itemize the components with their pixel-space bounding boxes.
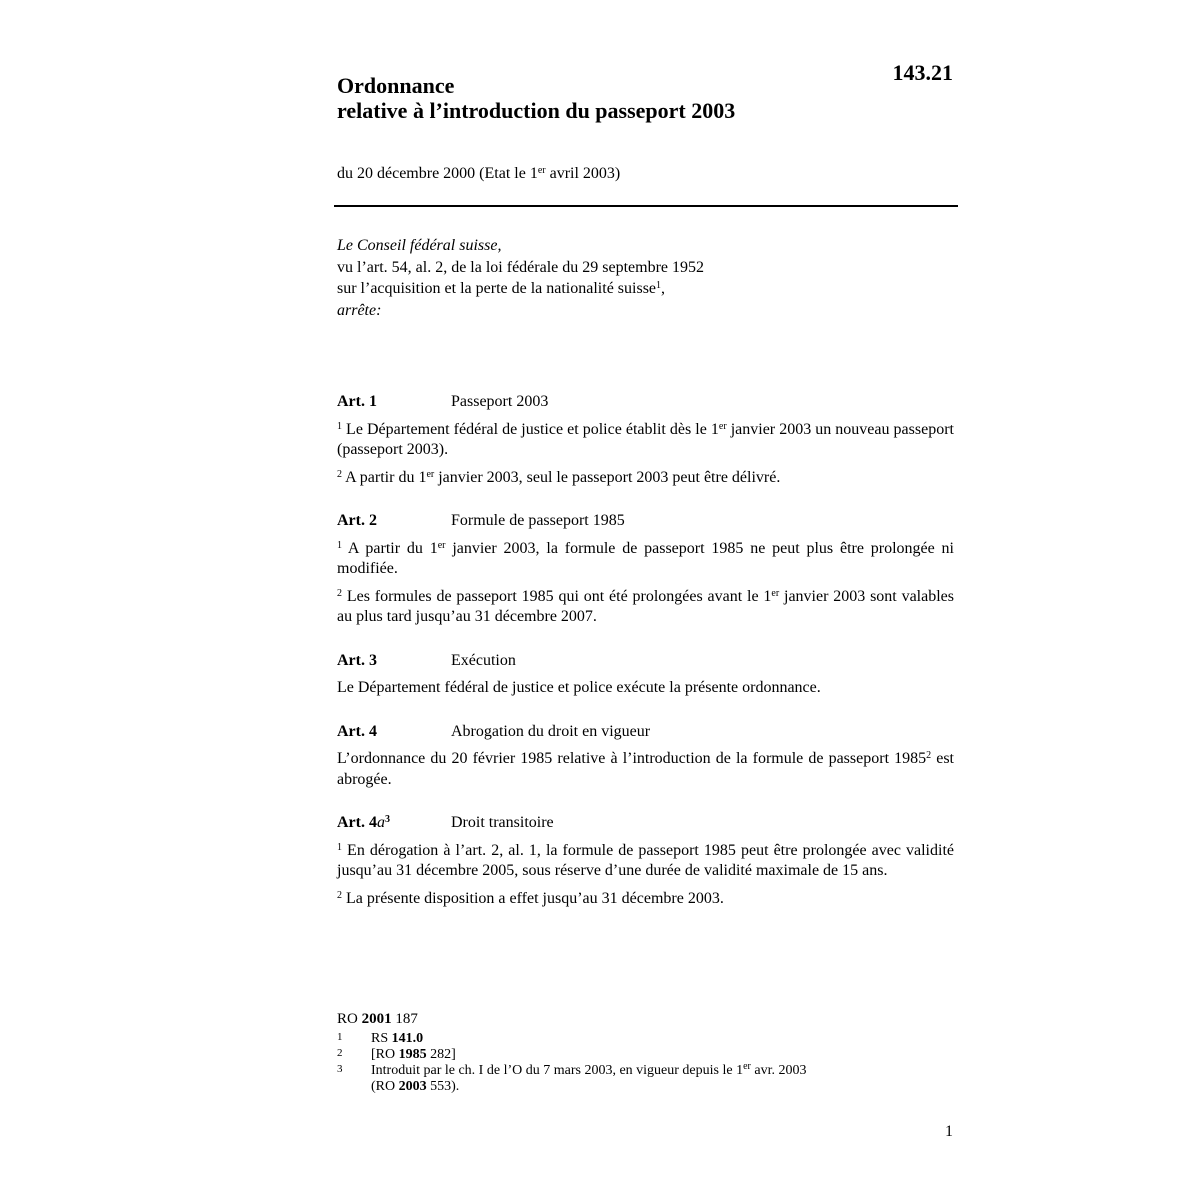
preamble-authority: Le Conseil fédéral suisse, bbox=[337, 237, 502, 254]
title-line-2: relative à l’introduction du passeport 2003 bbox=[337, 98, 736, 123]
official-collection-ref: RO 2001 187 bbox=[337, 1011, 418, 1027]
title-line-1: Ordonnance bbox=[337, 73, 455, 98]
page-number: 1 bbox=[945, 1123, 953, 1140]
document-page bbox=[337, 0, 957, 1200]
footnotes bbox=[337, 1011, 954, 1095]
document-title bbox=[337, 73, 735, 123]
article-heading bbox=[337, 511, 954, 532]
article-4a bbox=[337, 813, 954, 909]
article-paragraph: $^1$ A partir du 1er janvier 2003, la formule de passeport 1985 ne peut plus être prolongée ni modifiée. bbox=[337, 539, 955, 577]
footnote-1 bbox=[337, 1031, 954, 1047]
footnote-ref: 3 bbox=[384, 814, 390, 825]
header-divider bbox=[334, 205, 958, 207]
article-number: Art. 1 bbox=[337, 393, 377, 410]
article-paragraph: L’ordonnance du 20 février 1985 relative à l’introduction de la formule de passeport 1985$^2$ est abrogée. bbox=[337, 750, 955, 788]
articles bbox=[337, 392, 954, 932]
article-heading bbox=[337, 651, 954, 672]
date-line: du 20 décembre 2000 (Etat le 1er avril 2003) bbox=[337, 165, 621, 182]
preamble bbox=[337, 235, 704, 321]
article-1 bbox=[337, 392, 954, 488]
article-4 bbox=[337, 722, 954, 791]
footnote-ref: 2 bbox=[926, 750, 932, 761]
systematic-number: 143.21 bbox=[892, 60, 953, 85]
article-heading bbox=[337, 813, 954, 834]
footnote-text: RS 141.0 bbox=[371, 1031, 424, 1046]
article-title: Abrogation du droit en vigueur bbox=[451, 722, 651, 740]
footnote-number: 1 bbox=[337, 1031, 343, 1043]
article-title: Exécution bbox=[451, 651, 516, 669]
footnote-text: [RO 1985 282] bbox=[371, 1047, 456, 1062]
article-heading bbox=[337, 392, 954, 413]
article-title: Passeport 2003 bbox=[451, 393, 549, 410]
article-number: Art. 4 bbox=[337, 722, 377, 740]
article-heading bbox=[337, 722, 954, 743]
article-paragraph: $^1$ Le Département fédéral de justice et police établit dès le 1er janvier 2003 un nouveau passeport (passeport 2003). bbox=[337, 420, 954, 458]
footnote-3 bbox=[337, 1063, 954, 1095]
article-paragraph: $^2$ La présente disposition a effet jusqu’au 31 décembre 2003. bbox=[337, 889, 724, 907]
footnote-number: 2 bbox=[337, 1047, 343, 1059]
article-paragraph: Le Département fédéral de justice et police exécute la présente ordonnance. bbox=[337, 679, 821, 696]
article-number: Art. 2 bbox=[337, 512, 377, 529]
article-paragraph: $^2$ Les formules de passeport 1985 qui ont été prolongées avant le 1er janvier 2003 sont valables au plus tard jusqu’au 31 décembre 2007. bbox=[337, 587, 954, 625]
article-paragraph: $^1$ En dérogation à l’art. 2, al. 1, la formule de passeport 1985 peut être prolongée avec validité jusqu’au 31 décembre 2005, sous réserve d’une durée de validité maximale de 15 ans. bbox=[337, 841, 954, 879]
article-number: Art. 3 bbox=[337, 651, 377, 669]
article-2 bbox=[337, 511, 954, 628]
preamble-basis-line-2: sur l’acquisition et la perte de la nationalité suisse$^1$, bbox=[337, 280, 666, 297]
article-3 bbox=[337, 651, 954, 699]
preamble-decree: arrête: bbox=[337, 301, 382, 319]
article-paragraph: $^2$ A partir du 1er janvier 2003, seul le passeport 2003 peut être délivré. bbox=[337, 468, 781, 486]
article-title: Formule de passeport 1985 bbox=[451, 512, 625, 529]
footnote-2 bbox=[337, 1047, 954, 1063]
footnote-text: Introduit par le ch. I de l’O du 7 mars 2003, en vigueur depuis le 1er avr. 2003 (RO 2003 553). bbox=[371, 1061, 807, 1094]
footnote-ref: 1 bbox=[656, 280, 662, 291]
preamble-basis-line-1: vu l’art. 54, al. 2, de la loi fédérale du 29 septembre 1952 bbox=[337, 258, 704, 276]
article-number: Art. $4a^3$ bbox=[337, 814, 390, 831]
footnote-number: 3 bbox=[337, 1063, 343, 1075]
article-title: Droit transitoire bbox=[451, 814, 554, 831]
